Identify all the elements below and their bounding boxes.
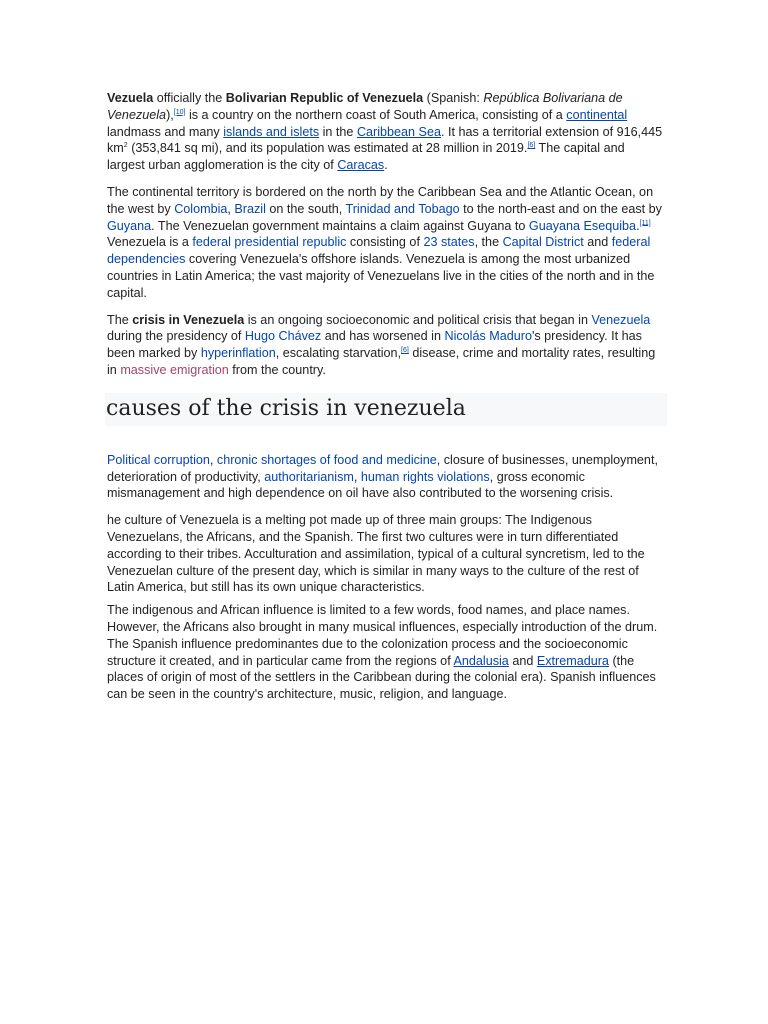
brazil-link[interactable]: Brazil [234,201,266,216]
guyana-link[interactable]: Guyana [107,218,152,233]
squared-superscript: 2 [123,142,128,150]
human-rights-violations-link[interactable]: human rights violations [360,469,490,484]
official-name: Bolivarian Republic of Venezuela [225,91,424,105]
citation-11-link[interactable]: [11] [639,219,651,227]
venezuela-link[interactable]: Venezuela [591,312,651,327]
colombia-link[interactable]: Colombia [174,201,228,216]
citation-6b-link[interactable]: [6] [401,346,409,354]
shortages-link[interactable]: chronic shortages of food and medicine [216,452,437,467]
section-heading: causes of the crisis in venezuela [105,393,667,426]
trinidad-and-tobago-link[interactable]: Trinidad and Tobago [345,201,460,216]
caribbean-sea-link[interactable]: Caribbean Sea [356,124,441,139]
geography-paragraph: The continental territory is bordered on the north by the Caribbean Sea and the Atlantic Ocean, on the west by Colombia, Brazil on the south, Trinidad and Tobago to the north-east and on the east by Guyana. The Venezuelan government maintains a claim against Guyana to Guayana Esequiba.[11] Venezuela is a federal presidential republic consisting of 23 states, the Capital District and federal dependencies covering Venezuela's offshore islands. Venezuela is among the most urbanized countries in Latin America; the vast majority of Venezuelans live in the cities of the north and in the capital. [107,184,662,300]
political-corruption-link[interactable]: Political corruption [107,452,210,467]
hyperinflation-link[interactable]: hyperinflation [200,346,276,361]
intro-paragraph: Vezuela officially the Bolivarian Republic of Venezuela (Spanish: República Bolivariana de Venezuela),[10] is a country on the northern coast of South America, consisting of a continental landmass and many islands and islets in the Caribbean Sea. It has a territorial extension of 916,445 $km^2$ (353,841 sq mi), and its population was estimated at 28 million in 2019.[6] The capital and largest urban agglomeration is the city of Caracas. [107,91,663,173]
nicolas-maduro-link[interactable]: Nicolás Maduro [444,329,532,344]
citation-6-link[interactable]: [6] [527,142,536,150]
massive-emigration-link[interactable]: massive emigration [120,362,229,377]
influences-paragraph: The indigenous and African influence is limited to a few words, food names, and place names. However, the Africans also brought in many musical influences, especially introduction of the drum. The Spanish influence predominantes due to the colonization process and the socioeconomic structure it created, and in particular came from the regions of Andalusia and Extremadura (the places of origin of most of the settlers in the Caribbean during the colonial era). Spanish influences can be seen in the country's architecture, music, religion, and language. [107,603,658,702]
crisis-paragraph: The crisis in Venezuela is an ongoing socioeconomic and political crisis that began in Venezuela during the presidency of Hugo Chávez and has worsened in Nicolás Maduro's presidency. It has been marked by hyperinflation, escalating starvation,[6] disease, crime and mortality rates, resulting in massive emigration from the country. [107,312,656,377]
crisis-bold-term: crisis in Venezuela [132,312,245,327]
spanish-name: República Bolivariana de Venezuela [107,91,623,122]
country-name: Vezuela [107,91,154,105]
hugo-chavez-link[interactable]: Hugo Chávez [244,329,322,344]
federal-presidential-republic-link[interactable]: federal presidential republic [192,235,347,250]
continental-link[interactable]: continental [566,107,628,122]
extremadura-link[interactable]: Extremadura [536,653,609,668]
article-body [107,90,665,703]
islands-and-islets-link[interactable]: islands and islets [223,124,320,139]
andalusia-link[interactable]: Andalusia [453,653,509,668]
causes-paragraph: Political corruption, chronic shortages of food and medicine, closure of businesses, unemployment, deterioration of productivity, authoritarianism, human rights violations, gross economic mismanagement and high dependence on oil have also contributed to the worsening crisis. [107,452,658,501]
caracas-link[interactable]: Caracas [337,158,385,173]
federal-dependencies-link[interactable]: federal dependencies [107,235,651,267]
guayana-esequiba-link[interactable]: Guayana Esequiba [528,218,637,233]
culture-paragraph: he culture of Venezuela is a melting pot made up of three main groups: The Indigenous Venezuelans, the Africans, and the Spanish. The first two cultures were in turn differentiated according to their tribes. Acculturation and assimilation, typical of a cultural syncretism, led to the Venezuelan culture of the present day, which is similar in many ways to the culture of the rest of Latin America, but still has its own unique characteristics. [107,513,645,595]
citation-10-link[interactable]: [10] [173,108,186,116]
states-link[interactable]: 23 states [423,235,475,250]
capital-district-link[interactable]: Capital District [502,235,584,250]
authoritarianism-link[interactable]: authoritarianism [264,469,354,484]
